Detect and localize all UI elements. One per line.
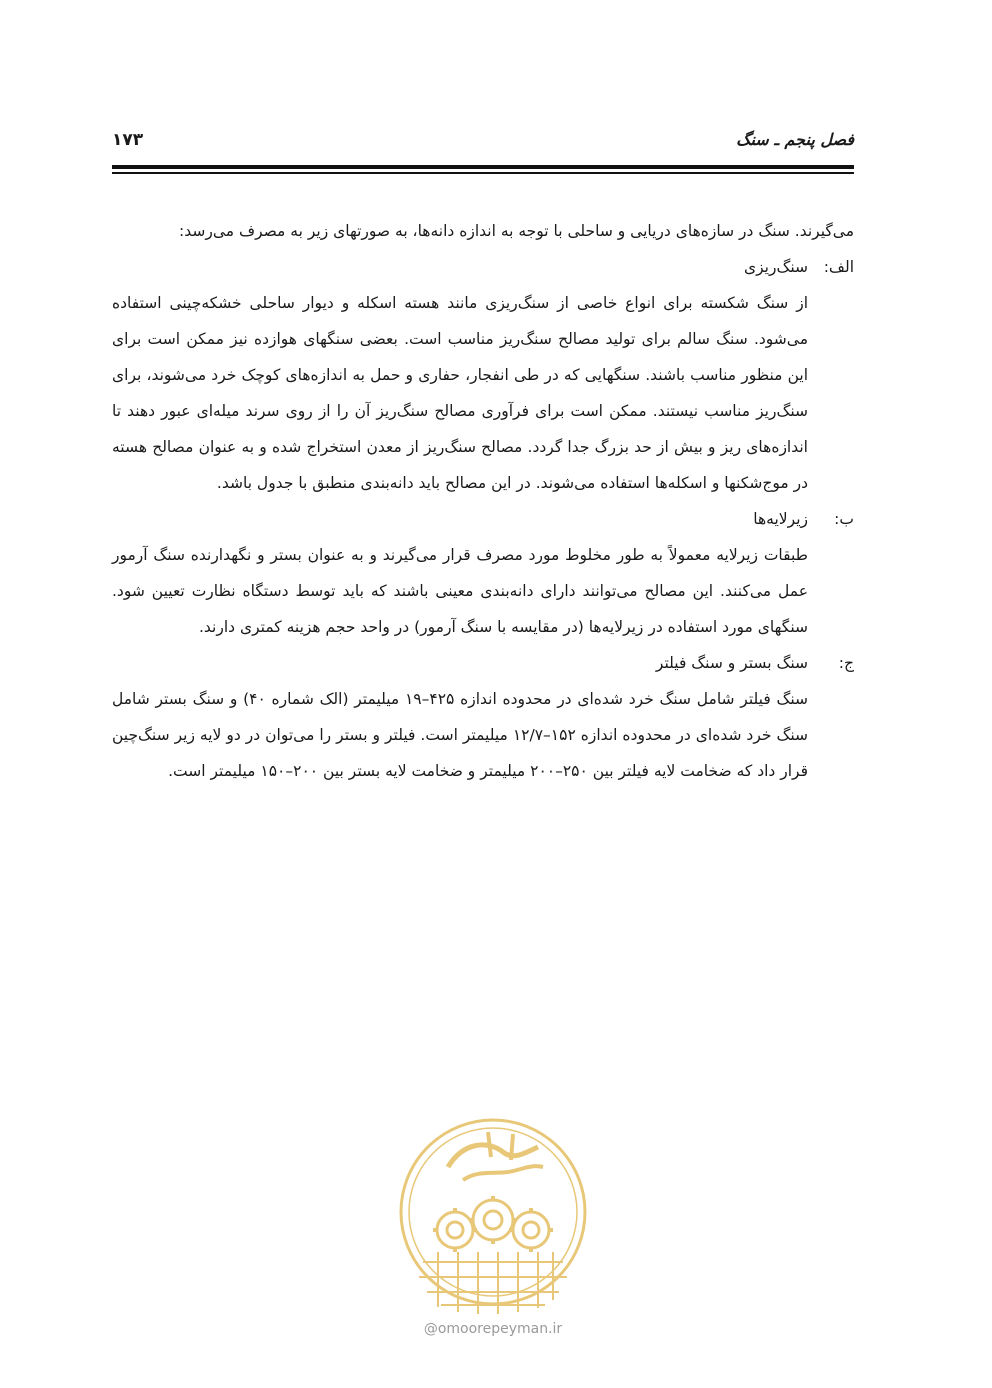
page-number: ۱۷۳ [112, 130, 144, 150]
section-paragraph-be: طبقات زیرلایه معمولاً به طور مخلوط مورد مصرف قرار می‌گیرند و به عنوان بستر و نگهدارنده سنگ آرمور عمل می‌کنند. این مصالح می‌توانند دارای دانه‌بندی معینی باشند که باید توسط دستگاه نظارت تعیین شود. سنگهای مورد استفاده در زیرلایه‌ها (در مقایسه با سنگ آرمور) در واحد حجم هزینه کمتری دارند. [112, 546, 808, 636]
section-paragraph-alef: از سنگ شکسته برای انواع خاصی از سنگ‌ریزی مانند هسته اسکله و دیوار ساحلی خشکه‌چینی استفاده می‌شود. سنگ سالم برای تولید مصالح سنگ‌ریز مناسب است. بعضی سنگهای هوازده نیز ممکن است برای این منظور مناسب باشند. سنگهایی که در طی انفجار، حفاری و حمل به اندازه‌های کوچک خرد می‌شوند، برای سنگ‌ریز مناسب نیستند. ممکن است برای فرآوری مصالح سنگ‌ریز آن را از روی سرند میله‌ای عبور دهند تا اندازه‌های ریز و بیش از حد بزرگ جدا گردد. مصالح سنگ‌ریز از معدن استخراج شده و به عنوان مصالح هسته در موج‌شکنها و اسکله‌ها استفاده می‌شوند. در این مصالح باید دانه‌بندی منطبق با جدول باشد. [112, 294, 808, 492]
watermark-url: @omoorepeyman.ir [423, 1321, 563, 1337]
chapter-title: فصل پنجم ـ سنگ [736, 130, 854, 149]
section-paragraph-jim: سنگ فیلتر شامل سنگ خرد شده‌ای در محدوده اندازه ۴۲۵–۱۹ میلیمتر (الک شماره ۴۰) و سنگ بستر شامل سنگ خرد شده‌ای در محدوده اندازه ۱۵۲–۱۲/۷ میلیمتر است. فیلتر و بستر را می‌توان در دو لایه زیر سنگ‌چین قرار داد که ضخامت لایه فیلتر بین ۲۵۰–۲۰۰ میلیمتر و ضخامت لایه بستر بین ۲۰۰–۱۵۰ میلیمتر است. [112, 690, 808, 780]
header-rule-thick [112, 165, 854, 169]
page-content [112, 213, 854, 789]
section-title: سنگ بستر و سنگ فیلتر [655, 654, 808, 672]
section-letter: ج: [838, 654, 854, 672]
section-title: سنگ‌ریزی [743, 258, 808, 276]
section-title: زیرلایه‌ها [753, 510, 808, 528]
section-heading-be [112, 501, 854, 537]
section-heading-alef [112, 249, 854, 285]
section-letter: ب: [834, 510, 854, 528]
page-header [112, 128, 854, 158]
section-heading-jim [112, 645, 854, 681]
header-rule-thin [112, 172, 854, 174]
omoore-peyman-logo-icon [393, 1112, 593, 1317]
watermark [383, 1112, 603, 1352]
intro-paragraph: می‌گیرند. سنگ در سازه‌های دریایی و ساحلی با توجه به اندازه دانه‌ها، به صورتهای زیر به مصرف می‌رسد: [179, 222, 854, 240]
section-letter: الف: [823, 258, 854, 276]
